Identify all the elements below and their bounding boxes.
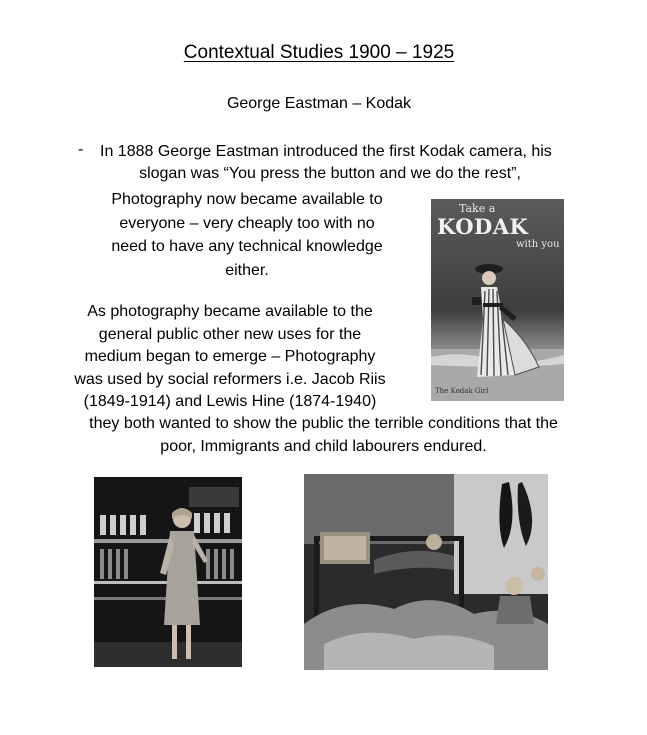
page-subtitle: George Eastman – Kodak [226, 95, 412, 112]
poster-with-you-text: with you [516, 239, 560, 250]
bullet-line-2: slogan was “You press the button and we do the rest”, [139, 165, 521, 182]
paragraph-line: either. [225, 261, 269, 279]
paragraph-line: poor, Immigrants and child labourers endured. [160, 437, 487, 455]
paragraph-line: As photography became available to the [87, 303, 373, 320]
paragraph-line: they both wanted to show the public the terrible conditions that the [89, 415, 558, 432]
paragraph-line: general public other new uses for the [98, 325, 362, 343]
bullet-line-1: In 1888 George Eastman introduced the first Kodak camera, his [100, 143, 552, 160]
paragraph-line: was used by social reformers i.e. Jacob Riis [74, 370, 386, 388]
poster-kodak-logo: KODAK [437, 214, 529, 239]
tenement-photo [304, 474, 548, 670]
kodak-poster-image [431, 199, 564, 401]
paragraph-line: everyone – very cheaply too with no [119, 214, 375, 232]
paragraph-line: need to have any technical knowledge [111, 238, 383, 255]
paragraph-social-reform [55, 301, 405, 414]
bullet-marker: - [78, 141, 84, 158]
mill-girl-illustration [94, 477, 242, 667]
poster-take-text: Take a [459, 202, 496, 215]
paragraph-line: (1849-1914) and Lewis Hine (1874-1940) [83, 393, 377, 410]
paragraph-line: medium began to emerge – Photography [84, 348, 376, 365]
poster-caption: The Kodak Girl [435, 387, 489, 395]
paragraph-line: Photography now became available to [111, 191, 383, 208]
tenement-illustration [304, 474, 548, 670]
paragraph-availability [92, 188, 402, 282]
paragraph-conditions [0, 413, 647, 458]
page-title: Contextual Studies 1900 – 1925 [183, 42, 455, 63]
bullet-text [100, 141, 600, 185]
mill-girl-photo [94, 477, 242, 667]
